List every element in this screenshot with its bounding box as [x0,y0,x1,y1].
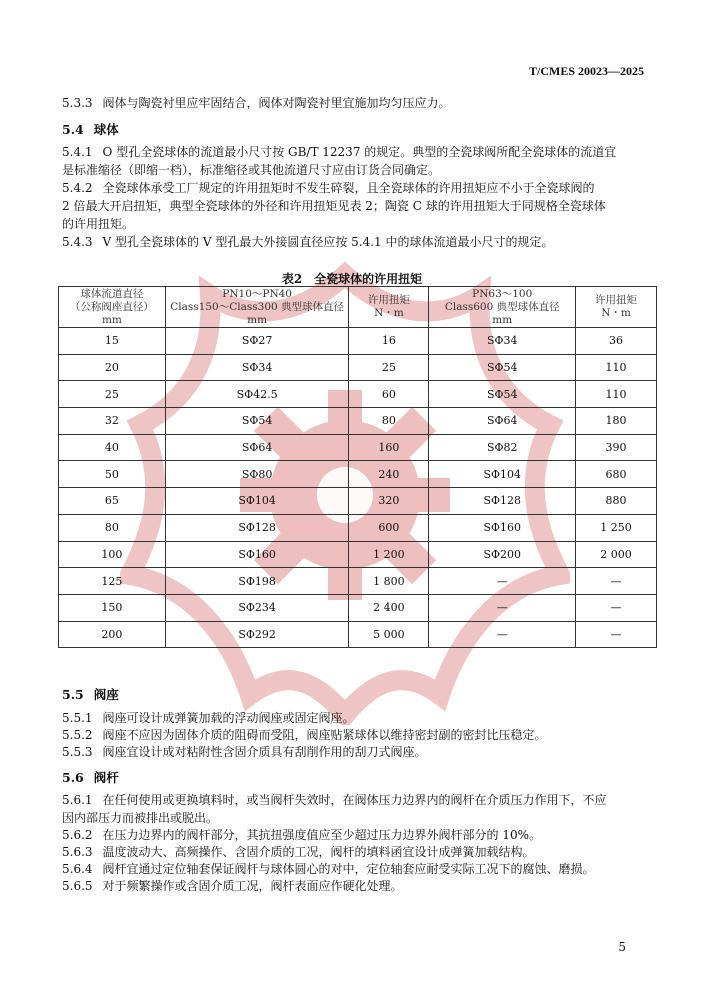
table-row [59,461,657,488]
table-cell: SΦ34 [165,354,349,381]
clause-5-5-3: 5.5.3 阀座宜设计成对粘附性含固介质具有刮削作用的刮刀式阀座。 [62,745,427,759]
table-cell: 5 000 [349,621,429,648]
table-cell: 160 [349,434,429,461]
table-cell: 1 200 [349,541,429,568]
table-cell: 1 800 [349,568,429,595]
table-cell: SΦ234 [165,594,349,621]
table-cell: 600 [349,514,429,541]
table-cell: 125 [59,568,166,595]
table-cell: SΦ128 [165,514,349,541]
table-cell: — [429,568,576,595]
table-cell: 390 [576,434,657,461]
table-cell: 60 [349,381,429,408]
table-cell: 2 400 [349,594,429,621]
table-cell: SΦ54 [429,354,576,381]
section-5-5-heading: 5.5 阀座 [62,687,119,702]
table-row [59,408,657,435]
table-cell: 36 [576,328,657,355]
table-cell: 80 [59,514,166,541]
document-id-header: T/CMES 20023—2025 [528,64,644,78]
torque-table [58,286,657,648]
table-cell: — [429,621,576,648]
table-cell: 1 250 [576,514,657,541]
table-cell: 150 [59,594,166,621]
header-torque-1: 许用扭矩 N・m [349,287,429,328]
table-cell: 680 [576,461,657,488]
table-row [59,621,657,648]
header-ball-diameter-pn10-40: PN10～PN40 Class150～Class300 典型球体直径 mm [165,287,349,328]
table-cell: 100 [59,541,166,568]
table-row [59,434,657,461]
table-cell: SΦ64 [165,434,349,461]
table-row [59,594,657,621]
table-cell: 25 [349,354,429,381]
header-torque-2: 许用扭矩 N・m [576,287,657,328]
header-ball-diameter-pn63-100: PN63～100 Class600 典型球体直径 mm [429,287,576,328]
clause-5-4-3: 5.4.3 V 型孔全瓷球体的 V 型孔最大外接圆直径应按 5.4.1 中的球体流道最小尺寸的规定。 [62,235,554,249]
clause-5-6-3: 5.6.3 温度波动大、高频操作、含固介质的工况，阀杆的填料函宜设计成弹簧加载结构。 [62,845,535,859]
table-cell: 80 [349,408,429,435]
table-header-row [59,287,657,328]
table-cell: SΦ104 [429,461,576,488]
clause-5-5-1: 5.5.1 阀座可设计成弹簧加载的浮动阀座或固定阀座。 [62,711,355,725]
table-cell: SΦ128 [429,488,576,515]
table-row [59,381,657,408]
clause-5-4-1: 5.4.1 O 型孔全瓷球体的流道最小尺寸按 GB/T 12237 的规定。典型的全瓷球阀所配全瓷球体的流道宜 是标准缩径（即缩一档），标准缩径或其他流道尺寸应由订货合同确定。 [62,145,617,177]
table-cell: SΦ27 [165,328,349,355]
table-cell: 15 [59,328,166,355]
table-cell: 2 000 [576,541,657,568]
clause-5-5-2: 5.5.2 阀座不应因为固体介质的阻碍而受阻，阀座贴紧球体以维持密封副的密封比压稳定。 [62,728,547,742]
table-cell: — [576,621,657,648]
table-cell: 16 [349,328,429,355]
table-caption: 表2 全瓷球体的许用扭矩 [281,272,423,286]
table-cell: 40 [59,434,166,461]
table-cell: 50 [59,461,166,488]
table-cell: 200 [59,621,166,648]
table-cell: SΦ160 [429,514,576,541]
clause-5-6-5: 5.6.5 对于频繁操作或含固介质工况，阀杆表面应作硬化处理。 [62,879,403,893]
clause-5-6-1: 5.6.1 在任何使用或更换填料时，或当阀杆失效时，在阀体压力边界内的阀杆在介质压力作用下，不应 因内部压力而被排出或脱出。 [62,793,607,825]
section-5-4-heading: 5.4 球体 [62,122,119,137]
table-cell: 110 [576,381,657,408]
table-cell: — [429,594,576,621]
table-cell: 110 [576,354,657,381]
table-row [59,354,657,381]
section-5-6-heading: 5.6 阀杆 [62,770,119,785]
table-row [59,328,657,355]
header-bore-diameter: 球体流道直径 （公称阀座直径） mm [59,287,166,328]
clause-5-3-3: 5.3.3 阀体与陶瓷衬里应牢固结合，阀体对陶瓷衬里宜施加均匀压应力。 [62,96,451,110]
clause-5-6-4: 5.6.4 阀杆宜通过定位轴套保证阀杆与球体圆心的对中，定位轴套应耐受实际工况下的腐蚀、磨损。 [62,862,595,876]
table-cell: SΦ82 [429,434,576,461]
table-cell: 240 [349,461,429,488]
table-cell: 880 [576,488,657,515]
table-row [59,514,657,541]
table-cell: SΦ54 [165,408,349,435]
table-cell: SΦ198 [165,568,349,595]
table-cell: SΦ160 [165,541,349,568]
table-cell: SΦ54 [429,381,576,408]
table-cell: 65 [59,488,166,515]
table-cell: SΦ64 [429,408,576,435]
table-cell: 32 [59,408,166,435]
table-cell: SΦ42.5 [165,381,349,408]
table-cell: — [576,594,657,621]
table-cell: SΦ80 [165,461,349,488]
table-row [59,541,657,568]
table-cell: SΦ200 [429,541,576,568]
table-cell: 25 [59,381,166,408]
table-cell: SΦ292 [165,621,349,648]
table-cell: SΦ34 [429,328,576,355]
clause-5-4-2: 5.4.2 全瓷球体承受工厂规定的许用扭矩时不发生碎裂，且全瓷球体的许用扭矩应不小于全瓷球阀的 2 倍最大开启扭矩，典型全瓷球体的外径和许用扭矩见表 2；陶瓷 C 球的许用扭矩大于同规格全瓷球体 的许用扭矩。 [62,181,606,231]
table-cell: 320 [349,488,429,515]
table-cell: 180 [576,408,657,435]
clause-5-6-2: 5.6.2 在压力边界内的阀杆部分，其抗扭强度值应至少超过压力边界外阀杆部分的 10%。 [62,828,542,842]
table-cell: 20 [59,354,166,381]
page-number: 5 [618,940,626,954]
table-row [59,568,657,595]
table-cell: — [576,568,657,595]
table-row [59,488,657,515]
table-cell: SΦ104 [165,488,349,515]
